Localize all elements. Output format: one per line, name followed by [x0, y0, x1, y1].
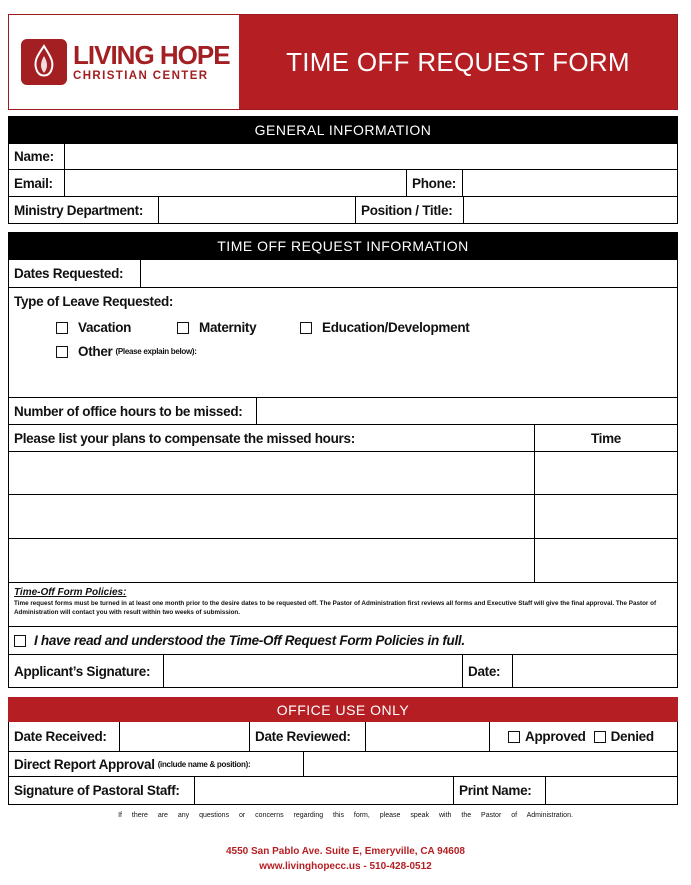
- date-reviewed-field[interactable]: [366, 722, 490, 751]
- flame-icon: [21, 39, 67, 85]
- print-name-label: Print Name:: [454, 777, 546, 804]
- title-banner: [239, 15, 677, 109]
- applicant-date-field[interactable]: [513, 655, 677, 687]
- hours-field[interactable]: [257, 398, 677, 424]
- footer-address: 4550 San Pablo Ave. Suite E, Emeryville, CA 94608: [225, 846, 465, 857]
- acknowledge-row: [8, 627, 678, 655]
- ministry-label: Ministry Department:: [9, 197, 159, 223]
- leave-type-block: [8, 288, 678, 398]
- ministry-position-row: [8, 197, 678, 224]
- general-information-section: [8, 116, 678, 224]
- other-checkbox[interactable]: [56, 346, 68, 358]
- acknowledge-label: I have read and understood the Time-Off Request Form Policies in full.: [34, 633, 465, 648]
- direct-report-label-cell: [9, 752, 304, 776]
- form-header: [8, 14, 678, 110]
- name-field[interactable]: [65, 144, 677, 169]
- plan-field-3[interactable]: [9, 539, 535, 582]
- maternity-option[interactable]: [177, 320, 256, 335]
- name-row: [8, 144, 678, 170]
- time-label: Time: [590, 430, 622, 446]
- form-title: TIME OFF REQUEST FORM: [286, 46, 630, 77]
- footer-contact[interactable]: www.livinghopecc.us - 510-428-0512: [259, 861, 432, 872]
- other-option[interactable]: [56, 344, 197, 359]
- direct-report-label: Direct Report Approval: [14, 756, 155, 772]
- pastoral-row: [8, 777, 678, 805]
- footer-note: If there are any questions or concerns regarding this form, please speak with the Pastor of Administration.: [118, 812, 573, 819]
- office-use-band: OFFICE USE ONLY: [8, 697, 678, 722]
- direct-report-row: [8, 752, 678, 777]
- time-off-section: [8, 232, 678, 688]
- email-phone-row: [8, 170, 678, 197]
- review-row: [8, 722, 678, 752]
- pastoral-signature-label: Signature of Pastoral Staff:: [9, 777, 195, 804]
- acknowledge-checkbox[interactable]: [14, 635, 26, 647]
- maternity-checkbox[interactable]: [177, 322, 189, 334]
- education-option[interactable]: [300, 320, 469, 335]
- direct-report-note: (include name & position):: [157, 759, 251, 769]
- policy-text: Time request forms must be turned in at least one month prior to the desire dates to be requested off. The Pastor of Administration first reviews all forms and Executive Staff will give the final approval. The Pastor of Administration will contact you with result within two weeks of submission.: [14, 600, 657, 617]
- office-use-section: [8, 697, 678, 805]
- education-checkbox[interactable]: [300, 322, 312, 334]
- denied-label: Denied: [610, 729, 654, 744]
- education-label: Education/Development: [322, 320, 470, 335]
- plan-field-2[interactable]: [9, 495, 535, 538]
- logo-name: LIVING HOPE: [73, 39, 230, 70]
- plans-row-2: [8, 495, 678, 539]
- position-label: Position / Title:: [356, 197, 464, 223]
- general-information-band: GENERAL INFORMATION: [8, 116, 678, 144]
- approved-option[interactable]: [508, 729, 586, 744]
- vacation-label: Vacation: [78, 320, 132, 335]
- date-received-field[interactable]: [120, 722, 250, 751]
- ministry-field[interactable]: [159, 197, 356, 223]
- approved-label: Approved: [525, 729, 586, 744]
- name-label: Name:: [9, 144, 65, 169]
- church-logo: [9, 15, 239, 109]
- applicant-signature-field[interactable]: [164, 655, 463, 687]
- plans-row-3: [8, 539, 678, 583]
- email-label: Email:: [9, 170, 65, 196]
- phone-field[interactable]: [463, 170, 677, 196]
- maternity-label: Maternity: [199, 320, 257, 335]
- plans-label: Please list your plans to compensate the missed hours:: [9, 425, 535, 451]
- other-note: (Please explain below):: [115, 347, 197, 356]
- policy-title: Time-Off Form Policies:: [14, 587, 127, 598]
- time-off-band: TIME OFF REQUEST INFORMATION: [8, 232, 678, 260]
- hours-row: [8, 398, 678, 425]
- denied-option[interactable]: [594, 729, 654, 744]
- time-field-2[interactable]: [535, 495, 677, 538]
- other-label: Other: [78, 344, 113, 359]
- leave-type-label: Type of Leave Requested:: [14, 294, 174, 309]
- denied-checkbox[interactable]: [594, 731, 606, 743]
- dates-row: [8, 260, 678, 288]
- dates-field[interactable]: [141, 260, 677, 287]
- dates-label: Dates Requested:: [9, 260, 141, 287]
- time-field-1[interactable]: [535, 452, 677, 494]
- hours-label: Number of office hours to be missed:: [9, 398, 257, 424]
- approved-checkbox[interactable]: [508, 731, 520, 743]
- date-received-label: Date Received:: [9, 722, 120, 751]
- plans-row-1: [8, 452, 678, 495]
- email-field[interactable]: [65, 170, 407, 196]
- plans-header-row: [8, 425, 678, 452]
- decision-cell: [490, 722, 677, 751]
- date-reviewed-label: Date Reviewed:: [250, 722, 366, 751]
- policy-block: [8, 583, 678, 627]
- position-field[interactable]: [464, 197, 677, 223]
- pastoral-signature-field[interactable]: [195, 777, 454, 804]
- print-name-field[interactable]: [546, 777, 677, 804]
- phone-label: Phone:: [407, 170, 463, 196]
- acknowledge-option[interactable]: [9, 627, 677, 654]
- vacation-checkbox[interactable]: [56, 322, 68, 334]
- applicant-signature-label: Applicant’s Signature:: [9, 655, 164, 687]
- plan-field-1[interactable]: [9, 452, 535, 494]
- applicant-date-label: Date:: [463, 655, 513, 687]
- direct-report-field[interactable]: [304, 752, 677, 776]
- logo-subtitle: CHRISTIAN CENTER: [73, 69, 209, 82]
- time-field-3[interactable]: [535, 539, 677, 582]
- applicant-signature-row: [8, 655, 678, 688]
- vacation-option[interactable]: [56, 320, 131, 335]
